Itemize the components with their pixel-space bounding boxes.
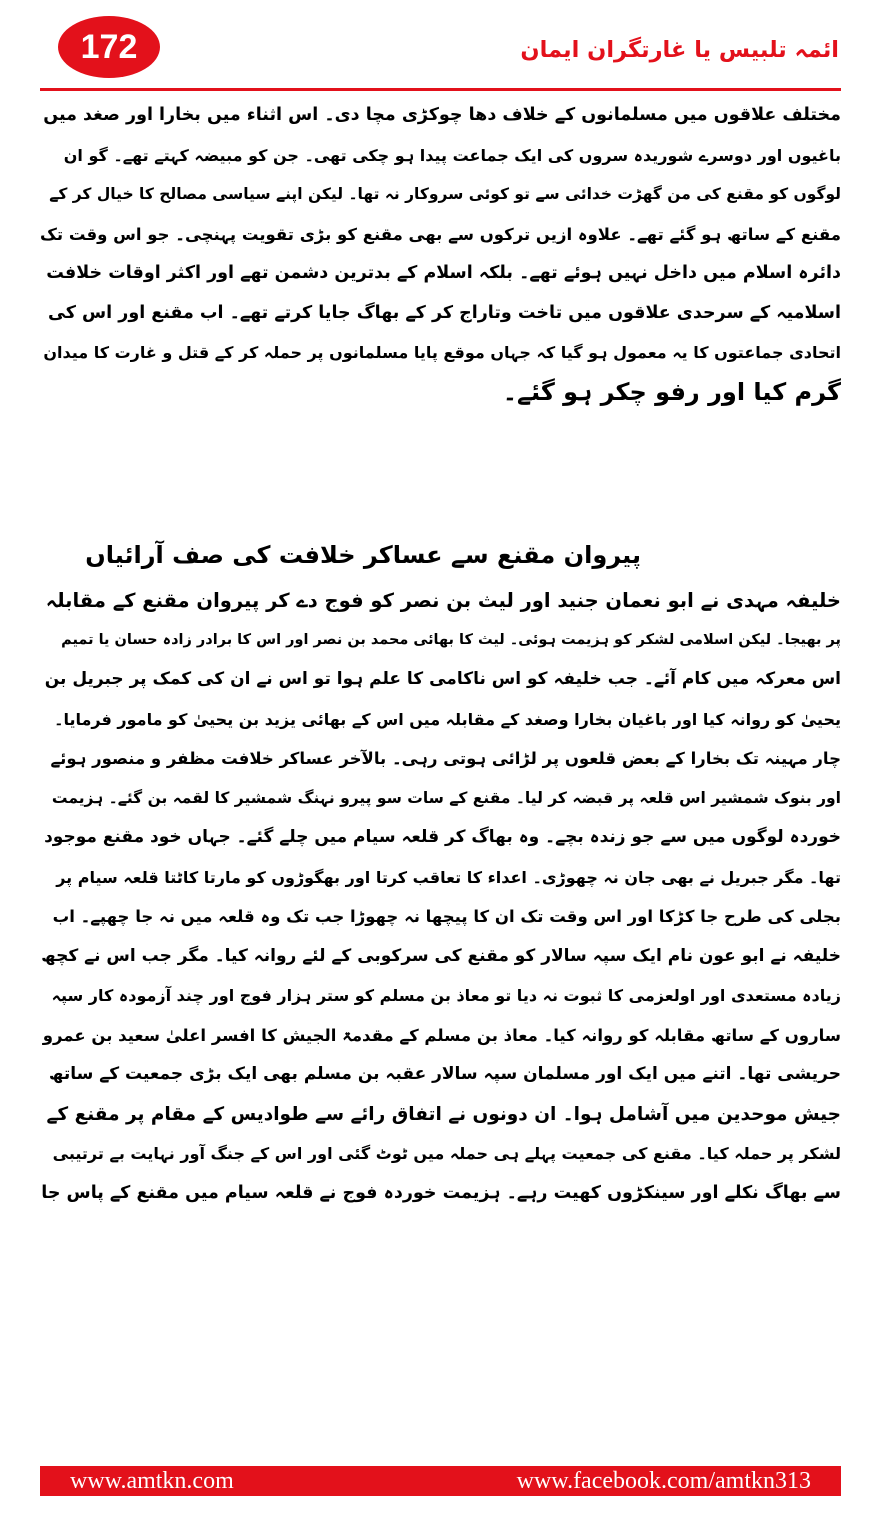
text-line: لوگوں کو مقنع کی من گھڑت خدائی سے تو کوئی سروکار نہ تھا۔ لیکن اپنے سیاسی مصالح کا خیال کر کے xyxy=(49,185,841,203)
text-line: مختلف علاقوں میں مسلمانوں کے خلاف دھا چوکڑی مچا دی۔ اس اثناء میں بخارا اور صغد میں xyxy=(43,105,841,125)
page-number-badge: 172 xyxy=(58,16,160,78)
text-line: زیادہ مستعدی اور اولعزمی کا ثبوت نہ دیا تو معاذ بن مسلم کو ستر ہزار فوج اور چند آزمودہ کار سپہ xyxy=(51,986,841,1005)
text-line: گرم کیا اور رفو چکر ہو گئے۔ xyxy=(502,377,841,406)
text-line: یحییٰ کو روانہ کیا اور باغیان بخارا وصغد کے مقابلہ میں اس کے بھائی یزید بن یحییٰ کو مامور فرمایا۔ xyxy=(54,709,841,729)
facebook-link[interactable]: www.facebook.com/amtkn313 xyxy=(516,1468,811,1494)
text-line: تھا۔ مگر جبریل نے بھی جان نہ چھوڑی۔ اعداء کا تعاقب کرتا اور بھگوڑوں کو مارتا کاٹتا قلعہ سیام پر xyxy=(56,867,841,887)
section-heading: پیروان مقنع سے عساکر خلافت کی صف آرائیاں xyxy=(85,541,641,569)
text-line: خوردہ لوگوں میں سے جو زندہ بچے۔ وہ بھاگ کر قلعہ سیام میں چلے گئے۔ جہاں خود مقنع موجود xyxy=(44,827,841,847)
text-line: بجلی کی طرح جا کڑکا اور اس وقت تک ان کا پیچھا نہ چھوڑا جب تک وہ قلعہ میں نہ جا چھپے۔ اب xyxy=(52,907,841,926)
text-line: پر بھیجا۔ لیکن اسلامی لشکر کو ہزیمت ہوئی۔ لیث کا بھائی محمد بن نصر اور اس کا برادر زادہ حسان یا تمیم xyxy=(61,631,841,648)
text-line: جیش موحدین میں آشامل ہوا۔ ان دونوں نے اتفاق رائے سے طوادیس کے مقام پر مقنع کے xyxy=(46,1103,841,1125)
book-title: ائمہ تلبیس یا غارتگران ایمان xyxy=(520,37,839,63)
text-line: خلیفہ مہدی نے ابو نعمان جنید اور لیث بن نصر کو فوج دے کر پیروان مقنع کے مقابلہ xyxy=(45,589,841,612)
text-line: اسلامیہ کے سرحدی علاقوں میں تاخت وتاراج کر کے بھاگ جایا کرتے تھے۔ اب مقنع اور اس کی xyxy=(48,302,841,323)
text-line: اتحادی جماعتوں کا یہ معمول ہو گیا کہ جہاں موقع پایا مسلمانوں پر حملہ کر کے قتل و غارت کا میدان xyxy=(43,343,841,362)
text-line: لشکر پر حملہ کیا۔ مقنع کی جمعیت پہلے ہی حملہ میں ٹوٹ گئی اور اس کے جنگ آور نہایت بے ترتیبی xyxy=(52,1144,841,1163)
text-line: حریشی تھا۔ اتنے میں ایک اور مسلمان سپہ سالار عقبہ بن مسلم بھی ایک بڑی جمعیت کے ساتھ xyxy=(48,1064,841,1084)
text-line: خلیفہ نے ابو عون نام ایک سپہ سالار کو مقنع کی سرکوبی کے لئے روانہ کیا۔ مگر جب اس نے کچھ xyxy=(41,945,841,966)
footer-bar xyxy=(40,1466,841,1496)
website-link[interactable]: www.amtkn.com xyxy=(70,1468,234,1494)
header-divider xyxy=(40,88,841,91)
text-line: ساروں کے ساتھ مقابلہ کو روانہ کیا۔ معاذ بن مسلم کے مقدمۃ الجیش کا افسر اعلیٰ سعید بن عمرو xyxy=(42,1025,841,1045)
paragraph-1 xyxy=(40,96,841,412)
paragraph-2 xyxy=(40,581,841,1213)
text-line: مقنع کے ساتھ ہو گئے تھے۔ علاوہ ازیں ترکوں سے بھی مقنع کو بڑی تقویت پہنچی۔ جو اس وقت تک xyxy=(40,224,841,244)
text-line: سے بھاگ نکلے اور سینکڑوں کھیت رہے۔ ہزیمت خوردہ فوج نے قلعہ سیام میں مقنع کے پاس جا xyxy=(41,1182,841,1203)
text-line: دائرہ اسلام میں داخل نہیں ہوئے تھے۔ بلکہ اسلام کے بدترین دشمن تھے اور اکثر اوقات خلافت xyxy=(46,263,841,283)
text-line: چار مہینہ تک بخارا کے بعض قلعوں پر لڑائی ہوتی رہی۔ بالآخر عساکر خلافت مظفر و منصور ہوئے xyxy=(50,749,841,768)
text-line: باغیوں اور دوسرے شوریدہ سروں کی ایک جماعت پیدا ہو چکی تھی۔ جن کو مبیضہ کہتے تھے۔ گو ان xyxy=(63,145,841,165)
text-line: اس معرکہ میں کام آئے۔ جب خلیفہ کو اس ناکامی کا علم ہوا تو اس نے ان کی کمک پر جبریل بن xyxy=(44,669,841,689)
text-line: اور بنوک شمشیر اس قلعہ پر قبضہ کر لیا۔ مقنع کے سات سو پیرو نہنگ شمشیر کا لقمہ بن گئے۔ ہزیمت xyxy=(51,788,841,807)
